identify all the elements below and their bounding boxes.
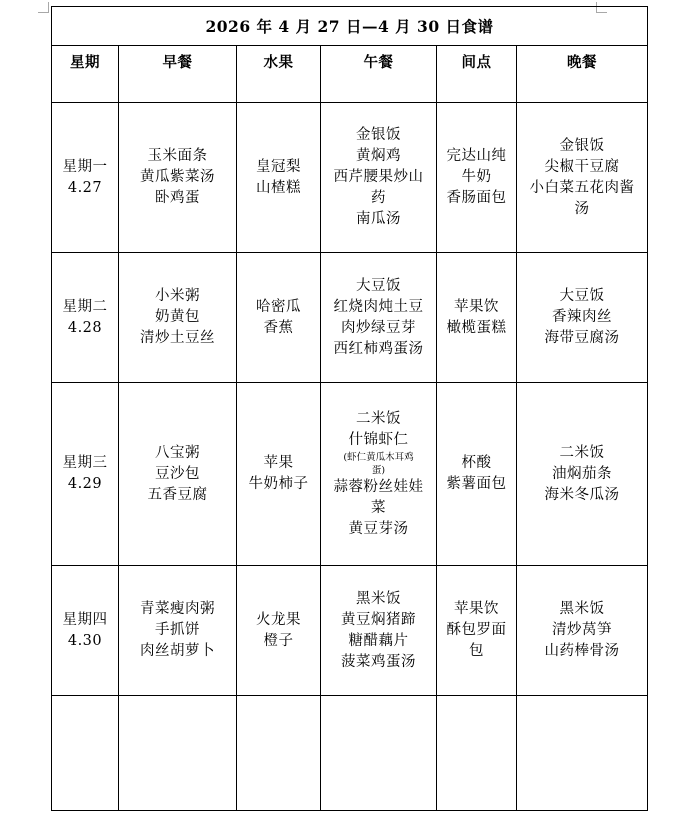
menu-item: 山药棒骨汤 [544, 643, 620, 659]
menu-item: 黑米饭 [356, 590, 401, 607]
fruit-cell [237, 566, 321, 696]
menu-item: 苹果饮 [454, 298, 499, 315]
menu-item: 菜 [371, 499, 386, 516]
empty-cell [517, 696, 648, 811]
menu-item: 南瓜汤 [356, 211, 401, 227]
menu-item: 二米饭 [559, 444, 605, 461]
date-label: 4.30 [67, 632, 103, 649]
breakfast-cell [119, 566, 237, 696]
dinner-cell [517, 103, 648, 253]
menu-item: 橄榄蛋糕 [446, 319, 507, 336]
menu-row [52, 566, 648, 696]
menu-item: 小白菜五花肉酱 [529, 179, 635, 196]
menu-item: 小米粥 [155, 288, 200, 304]
date-label: 4.28 [67, 319, 103, 336]
snack-cell [437, 566, 517, 696]
menu-item: 手抓饼 [155, 622, 200, 638]
menu-item: 玉米面条 [147, 148, 208, 164]
day-cell [52, 566, 119, 696]
header-snack: 间点 [437, 46, 517, 103]
empty-cell [437, 696, 517, 811]
menu-item: 豆沙包 [155, 465, 200, 482]
menu-item: 油焖茄条 [552, 465, 612, 482]
menu-item: 红烧肉炖土豆 [333, 298, 424, 315]
dinner-cell [517, 253, 648, 383]
menu-item: 包 [469, 643, 484, 659]
menu-row [52, 103, 648, 253]
header-row [52, 46, 648, 103]
menu-item: 牛奶 [461, 169, 492, 185]
menu-item: 金银饭 [559, 137, 605, 154]
dinner-cell [517, 566, 648, 696]
header-dinner: 晚餐 [517, 46, 648, 103]
menu-table [51, 6, 648, 811]
menu-item: 肉丝胡萝卜 [140, 643, 215, 659]
lunch-cell [321, 253, 437, 383]
menu-item: 清炒土豆丝 [140, 330, 215, 346]
menu-item: 杯酸 [461, 455, 492, 471]
menu-item: 香蕉 [263, 319, 294, 336]
menu-item: 哈密瓜 [256, 298, 301, 315]
empty-cell [321, 696, 437, 811]
menu-item: 五香豆腐 [147, 486, 208, 503]
menu-item: 苹果 [263, 455, 294, 471]
menu-item: 黄豆焖猪蹄 [341, 611, 416, 628]
date-label: 4.27 [67, 179, 103, 196]
weekday-label: 星期三 [62, 455, 108, 471]
empty-cell [52, 696, 119, 811]
fruit-cell [237, 103, 321, 253]
lunch-cell [321, 383, 437, 566]
menu-item: 山楂糕 [256, 179, 301, 196]
empty-cell [119, 696, 237, 811]
menu-item: 蒜蓉粉丝娃娃 [333, 478, 424, 495]
header-day: 星期 [52, 46, 119, 103]
dinner-cell [517, 383, 648, 566]
menu-item: 完达山纯 [446, 148, 507, 164]
menu-item: 海带豆腐汤 [544, 330, 620, 346]
lunch-cell [321, 103, 437, 253]
menu-item: 糖醋藕片 [348, 632, 409, 649]
menu-item: 蛋) [371, 464, 386, 476]
menu-item: 金银饭 [356, 127, 401, 143]
fruit-cell [237, 383, 321, 566]
empty-row [52, 696, 648, 811]
weekday-label: 星期二 [62, 298, 108, 315]
fruit-cell [237, 253, 321, 383]
menu-item: 清炒莴笋 [552, 622, 612, 638]
breakfast-cell [119, 103, 237, 253]
menu-item: 大豆饭 [356, 277, 401, 294]
snack-cell [437, 103, 517, 253]
menu-item: 尖椒干豆腐 [544, 158, 620, 175]
menu-item: (虾仁黄瓜木耳鸡 [343, 451, 414, 463]
weekday-label: 星期一 [62, 158, 108, 175]
menu-row [52, 383, 648, 566]
menu-item: 牛奶柿子 [248, 476, 309, 492]
menu-item: 紫薯面包 [446, 476, 507, 492]
menu-item: 二米饭 [356, 410, 401, 427]
page-corner-mark-left [38, 2, 49, 13]
lunch-cell [321, 566, 437, 696]
menu-title: 2026 年 4 月 27 日—4 月 30 日食谱 [52, 7, 648, 46]
menu-item: 香肠面包 [446, 190, 507, 206]
menu-item: 香辣肉丝 [552, 309, 612, 325]
menu-item: 八宝粥 [155, 444, 200, 461]
menu-item: 黑米饭 [559, 601, 605, 617]
menu-item: 什锦虾仁 [348, 431, 409, 448]
menu-item: 青菜瘦肉粥 [140, 601, 215, 617]
menu-item: 橙子 [263, 632, 294, 649]
menu-item: 大豆饭 [559, 288, 605, 304]
menu-item: 汤 [574, 200, 590, 217]
menu-item: 药 [371, 190, 386, 206]
menu-item: 苹果饮 [454, 601, 499, 617]
menu-item: 黄焖鸡 [356, 148, 401, 164]
menu-item: 菠菜鸡蛋汤 [341, 653, 416, 670]
menu-item: 奶黄包 [155, 309, 200, 325]
menu-item: 西红柿鸡蛋汤 [333, 340, 424, 357]
empty-cell [237, 696, 321, 811]
day-cell [52, 383, 119, 566]
breakfast-cell [119, 253, 237, 383]
menu-body [52, 103, 648, 811]
menu-item: 火龙果 [256, 611, 301, 628]
day-cell [52, 253, 119, 383]
header-lunch: 午餐 [321, 46, 437, 103]
menu-item: 海米冬瓜汤 [544, 486, 620, 503]
date-label: 4.29 [67, 476, 103, 492]
menu-item: 皇冠梨 [256, 158, 301, 175]
menu-item: 肉炒绿豆芽 [341, 319, 416, 336]
menu-row [52, 253, 648, 383]
weekday-label: 星期四 [62, 611, 108, 628]
header-breakfast: 早餐 [119, 46, 237, 103]
day-cell [52, 103, 119, 253]
menu-item: 酥包罗面 [446, 622, 507, 638]
menu-item: 卧鸡蛋 [155, 190, 200, 206]
header-fruit: 水果 [237, 46, 321, 103]
menu-item: 西芹腰果炒山 [333, 169, 424, 185]
breakfast-cell [119, 383, 237, 566]
menu-item: 黄瓜紫菜汤 [140, 169, 215, 185]
snack-cell [437, 383, 517, 566]
snack-cell [437, 253, 517, 383]
menu-item: 黄豆芽汤 [348, 520, 409, 537]
